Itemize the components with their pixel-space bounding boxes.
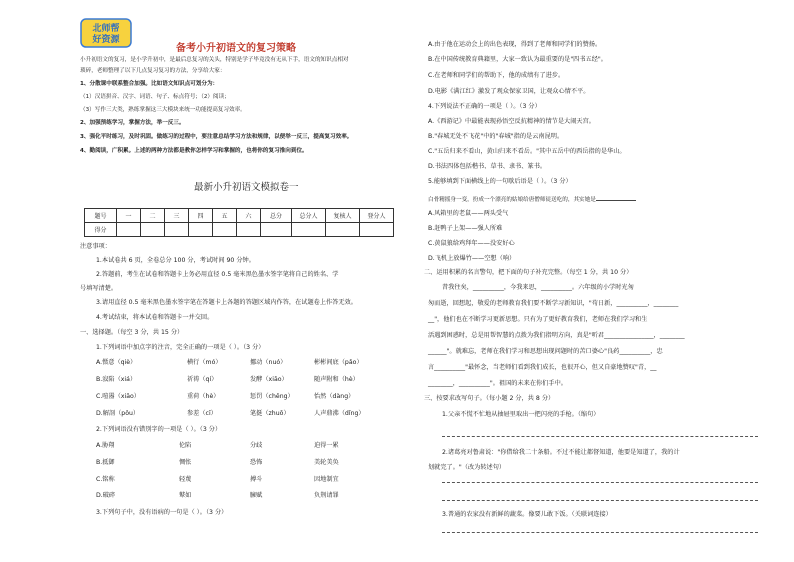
score-table [84,208,394,237]
strategy-point-1: 1、分散课中联系整合加强。比如语文知识点可划分为： [80,81,219,87]
q4-option-a[interactable]: A.《西游记》中最能表现孙悟空反抗精神的情节是大闹天宫。 [428,118,595,125]
q5-option-a[interactable]: A.风箱里的老鼠——两头受气 [428,210,509,217]
score-cell[interactable] [326,223,360,237]
score-header-cell: 复核人 [326,209,360,223]
q1-word: 祈祷（qí） [187,376,218,383]
strategy-intro-1: 小升初语文的复习，是小学升初中，是最后总复习的关头，特别是学子毕竟没有无从下手，语文的知识点相对 [80,57,349,63]
score-cell[interactable] [360,223,394,237]
left-column [80,0,410,562]
exam-title: 最新小升初语文模拟卷一 [194,182,299,193]
right-column [424,0,760,562]
q3-option-c[interactable]: C.在老师和同学们的帮助下，他的成绩有了进步。 [428,72,565,79]
q2-word: 鼙如 [179,492,192,499]
q4-option-c[interactable]: C."五岳归来不看山，黄山归来不看岳。"其中五岳中的西岳指的是华山。 [428,148,626,155]
question-4: 4.下列说法不正确的一项是（ ）。（3 分） [428,103,541,110]
strategy-point-3: 3、强化平时练习，及时巩固。做练习的过程中，要注意总结学习方法和规律，以便举一反三，提高复习效率。 [80,134,353,140]
rewrite-2-cont: 划就完了。"（改为转述句） [428,464,506,471]
q2-word: 惆怅 [179,459,192,466]
q1-word: 随声附和（hè） [314,376,359,383]
q1-option-c[interactable]: C.喧嚣（xiāo） [96,393,140,400]
q3-option-b[interactable]: B.在中国传统教育典籍里，大家一致认为最重要的是"四书五经"。 [428,56,607,63]
strategy-point-1b: （3）写作三大类，熟练掌握这三大模块来统一功能提高复习效率。 [80,107,246,113]
notes-title: 注意事项： [80,243,111,250]
q1-word: 横行（mó） [187,359,222,366]
score-cell[interactable] [141,223,165,237]
section-1-title: 一、选择题。（每空 3 分，共 15 分） [80,329,184,336]
question-2: 2.下列词语没有错别字的一项是（ ）。（3 分） [96,426,222,433]
logo-line2: 好资源 [92,35,120,45]
q1-word: 发酵（xiāo） [250,376,288,383]
q2-word: 迫得一累 [314,442,339,449]
score-header-cell: 总分 [261,209,292,223]
score-cell[interactable] [261,223,292,237]
score-header-cell: 题号 [85,209,117,223]
q2-word: 轻蔑 [179,476,192,483]
score-header-cell: 总分人 [292,209,326,223]
q5-option-b[interactable]: B.赶鸭子上架——强人所难 [428,225,503,232]
q1-word: 惩罚（chěng） [250,393,294,400]
score-header-cell: 五 [213,209,237,223]
q5-stem-text: 白骨精摇身一变，扮成一个漂亮的姑娘给唐僧师徒送吃的，其实她是 [428,197,596,203]
q4-option-d[interactable]: D.书法四体包括楷书、草书、隶书、篆书。 [428,163,547,170]
score-header-cell: 登分人 [360,209,394,223]
q1-word: 笔挺（zhuō） [250,410,290,417]
score-row-label: 得分 [85,223,117,237]
strategy-point-1a: （1）汉语拼音、汉字、词语、句子、标点符号；（2）阅读； [80,94,230,100]
q2-word: 负荆请罪 [314,492,339,499]
score-cell[interactable] [165,223,189,237]
rewrite-3: 3.普通的农家没有新鲜的蔬菜。像要儿敢下饭。（关联词连接） [442,511,612,518]
score-cell[interactable] [237,223,261,237]
note-3: 3.请用直径 0.5 毫米黑色墨水签字笔在答题卡上各题的答题区域内作答，在试题卷上作答无效。 [96,299,357,306]
q2-word: 伦陷 [179,442,192,449]
score-header-cell: 四 [189,209,213,223]
q2-word: 美轮美奂 [314,459,339,466]
score-cell[interactable] [189,223,213,237]
question-3: 3.下列句子中，没有语病的一句是（ ）。（3 分） [96,509,228,516]
logo [80,18,132,48]
q1-word: 彬彬间底（pǎo） [314,359,363,366]
q1-option-d[interactable]: D.解剖（pǒu） [96,410,140,417]
logo-line1: 北师帮 [92,24,120,34]
answer-line[interactable] [442,482,758,483]
q2-word: 因地制宜 [314,476,339,483]
rewrite-1: 1.父亲不慌不忙地从抽屉里取出一把闪亮的手枪。（缩句） [442,411,600,418]
strategy-title: 备考小升初语文的复习策略 [176,43,296,54]
q2-word: 恐怖 [250,459,263,466]
note-2: 2.答题前，考生在试卷和答题卡上务必用直径 0.5 毫米黑色墨水签字笔将自己的姓名、学 [96,271,339,278]
q2-word: 臃赋 [250,492,263,499]
strategy-point-2: 2、加强预练学习，掌握方法，举一反三。 [80,120,185,126]
score-header-cell: 一 [117,209,141,223]
q2-option-a[interactable]: A.胁翔 [96,442,115,449]
question-1: 1.下列词语中加点字的注音，完全正确的一项是（ ）。（3 分） [96,344,265,351]
q1-option-a[interactable]: A.慑意（qiè） [96,359,137,366]
score-header-row [85,209,394,223]
answer-line[interactable] [442,532,758,533]
section-2-line[interactable]: ________，__________"。祖国的未来在你们手中。 [428,380,567,387]
answer-line[interactable] [442,436,758,437]
score-value-row [85,223,394,237]
strategy-point-4: 4、勤阅读，广积累。上述的两种方法都是教你怎样学习和掌握的，也将你的复习推向到位。 [80,148,308,154]
score-cell[interactable] [213,223,237,237]
section-2-line[interactable]: 言__________"最怀念，当老师们看到我们成长，也很开心，但又自豪地赞叹"青，__ [428,364,657,371]
section-2-line[interactable]: ______"。就难忘，老师在我们学习和思想出现问题时的苦口婆心"良药__________，忠 [428,348,663,355]
section-2-line[interactable]: 活遇到困惑时，总是用帮智慧的点拨为我们指明方向，真是"听君________________，________ [428,332,685,339]
q2-word: 搏斗 [250,476,263,483]
question-5: 5.能够填到下面横线上的一句歇后语是（ ）。（3 分） [428,178,572,185]
q5-blank[interactable] [596,194,636,201]
q2-word: 分歧 [250,442,263,449]
q1-word: 人声鼎沸（dǐng） [314,410,365,417]
answer-line[interactable] [442,500,758,501]
q4-option-b[interactable]: B."春城无处不飞花"中的"春城"指的是云南昆明。 [428,133,564,140]
q1-word: 参差（cī） [187,410,217,417]
score-cell[interactable] [117,223,141,237]
q1-word: 挪动（nuó） [250,359,287,366]
q1-word: 重荷（hè） [187,393,220,400]
score-header-cell: 三 [165,209,189,223]
q1-word: 怡然（dàng） [314,393,355,400]
score-cell[interactable] [292,223,326,237]
score-header-cell: 二 [141,209,165,223]
score-header-cell: 六 [237,209,261,223]
rewrite-2: 2.诸葛亮对鲁肃说："你借给我二十条船。不过不能让都督知道，他要是知道了，我的计 [442,449,680,456]
q3-option-a[interactable]: A.由于他在运动会上的出色表现，得到了老师和同学们的赞扬。 [428,41,602,48]
q2-option-d[interactable]: D.破碎 [96,492,116,499]
q5-option-c[interactable]: C.黄鼠狼给鸡拜年——没安好心 [428,240,515,247]
q5-option-d[interactable]: D.飞机上放爆竹——空想（响） [428,255,516,262]
section-2-title: 二、运用积累的名言警句，把下面的句子补充完整。（每空 1 分，共 10 分） [424,269,633,276]
q3-option-d[interactable]: D.电影《满江红》激发了观众保家卫国，让观众心情不平。 [428,88,590,95]
section-3-title: 三、按要求改写句子。（每小题 2 分，共 8 分） [424,395,555,402]
strategy-intro-2: 琐碎，老师整理了以下几点复习复习的方法，分享给大家： [80,68,226,74]
note-2-cont: 号填写清楚。 [80,285,118,292]
section-2-line[interactable]: 昔我往矣，__________，今我来思，__________。六年级的小学时光匆 [442,284,634,291]
section-2-line[interactable]: 匆而逝，回想起，敬爱的老师教育我们要不断学习新知识，"苟日新，__________，________ [428,300,679,307]
q5-stem [428,194,636,204]
q2-option-b[interactable]: B.抵御 [96,459,115,466]
q2-option-c[interactable]: C.铭称 [96,476,115,483]
q1-option-b[interactable]: B.寂陷（xiá） [96,376,137,383]
section-2-line[interactable]: __"，他们也在不断学习更新思想。只有为了更好教育我们，老师在我们学习和生 [428,316,648,323]
note-4: 4.考试结束，将本试卷和答题卡一并交回。 [96,314,214,321]
note-1: 1.本试卷共 6 页，全卷总分 100 分，考试时间 90 分钟。 [96,257,255,264]
